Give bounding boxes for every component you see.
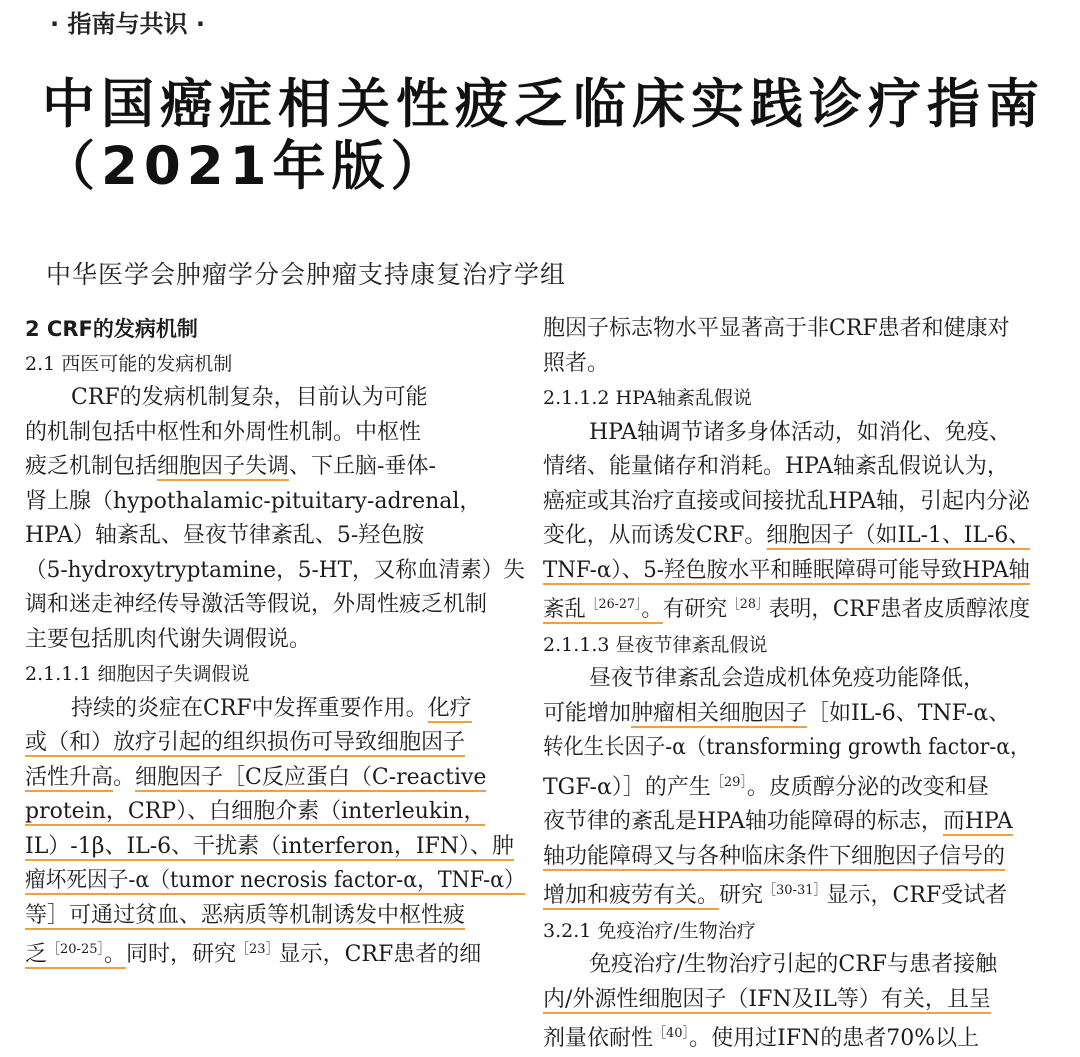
text-line <box>543 874 1030 914</box>
highlight: 细胞因子失调 <box>157 454 290 479</box>
text-run: 。 <box>641 597 663 622</box>
text-run: TGF-α）］的产生 <box>543 774 711 800</box>
highlight: 肿瘤相关细胞因子 <box>631 700 808 726</box>
highlight: TNF-α）、5-羟色胺水平和睡眠障碍可能导致HPA轴 <box>543 557 1030 583</box>
text-run: 同时，研究 <box>126 942 237 967</box>
highlight: IL）-1β、IL-6、干扰素（interferon，IFN）、肿 <box>25 833 515 859</box>
text-line <box>25 450 525 485</box>
text-line: HPA）轴紊乱、昼夜节律紊乱、5-羟色胺 <box>25 523 425 548</box>
text-run: 紊乱 <box>543 597 586 622</box>
text-line: 情绪、能量储存和消耗。HPA轴紊乱假说认为， <box>543 454 1009 479</box>
highlight: 细胞因子（如IL-1、IL-6、 <box>766 523 1031 548</box>
right-column <box>543 312 1030 1057</box>
text-line <box>543 588 1031 628</box>
text-line <box>25 830 525 865</box>
text-run: 有研究 <box>662 597 728 622</box>
highlight: 轴功能障碍又与各种临床条件下细胞因子信号的 <box>543 843 1006 869</box>
highlight <box>543 597 663 624</box>
highlight: 活性升高 <box>25 764 114 790</box>
text-line: 主要包括肌肉代谢失调假说。 <box>25 626 312 652</box>
text-line: 昼夜节律紊乱会造成机体免疫功能降低， <box>589 666 986 691</box>
section-heading: 2 CRF的发病机制 <box>25 317 198 341</box>
subsection-heading: 3.2.1 免疫治疗/生物治疗 <box>543 919 756 942</box>
text-line <box>25 795 525 830</box>
text-line: 癌症或其治疗直接或间接扰乱HPA轴，引起内分泌 <box>543 488 1030 514</box>
citation: ［28］ <box>727 597 769 612</box>
highlight: 增加和疲劳有关。 <box>543 883 720 908</box>
author-group: 中华医学会肿瘤学分会肿瘤支持康复治疗学组 <box>46 260 567 289</box>
citation: ［23］ <box>236 942 279 957</box>
text-line: （5-hydroxytryptamine，5-HT，又称血清素）失 <box>25 557 525 583</box>
highlight: 化疗 <box>427 695 472 721</box>
subsection-heading: 2.1.1.2 HPA轴紊乱假说 <box>543 387 752 409</box>
text-run: ［如IL-6、TNF-α、 <box>807 700 1011 726</box>
text-run: 显示，CRF患者的细 <box>278 942 482 967</box>
text-run: 。 <box>113 764 136 790</box>
text-line <box>543 805 1030 840</box>
text-line <box>543 1017 1030 1057</box>
text-line <box>25 726 525 761</box>
highlight: 或（和）放疗引起的组织损伤可导致细胞因子 <box>25 730 466 755</box>
text-line: CRF的发病机制复杂，目前认为可能 <box>71 385 428 410</box>
article-title <box>42 74 1072 198</box>
citation: ［29］ <box>710 774 747 790</box>
subsection-heading: 2.1.1.3 昼夜节律紊乱假说 <box>543 633 768 656</box>
text-run: 剂量依耐性 <box>543 1026 654 1051</box>
highlight: 而HPA <box>942 809 1013 834</box>
text-run: 变化，从而诱发CRF。 <box>543 523 767 548</box>
title-line-2: （2021年版） <box>42 136 450 197</box>
text-line: 照者。 <box>543 350 610 376</box>
text-run: 乏 <box>25 942 48 967</box>
text-run: 疲乏机制包括 <box>25 454 158 479</box>
text-line <box>543 697 1030 732</box>
text-line: 胞因子标志物水平显著高于非CRF患者和健康对 <box>543 316 1010 341</box>
text-line <box>543 554 1030 589</box>
text-run: 显示，CRF受试者 <box>826 883 1008 908</box>
text-run: 。 <box>104 942 127 967</box>
text-line: 免疫治疗/生物治疗引起的CRF与患者接触 <box>589 952 998 977</box>
subsection-heading: 2.1 西医可能的发病机制 <box>25 352 233 375</box>
text-line <box>25 933 525 973</box>
text-run: 。使用过IFN的患者70%以上 <box>689 1026 980 1051</box>
text-run: 。皮质醇分泌的改变和昼 <box>746 774 989 800</box>
highlight: protein，CRP）、白细胞介素（interleukin， <box>25 799 486 824</box>
text-run: 研究 <box>719 883 764 908</box>
text-line: 转化生长因子-α（transforming growth factor-α， <box>543 735 1031 760</box>
section-tag: · 指南与共识 · <box>50 10 205 38</box>
citation: ［40］ <box>653 1026 690 1041</box>
text-line <box>543 519 1031 554</box>
text-run: 表明，CRF患者皮质醇浓度 <box>768 597 1031 622</box>
title-line-1: 中国癌症相关性疲乏临床实践诊疗指南 <box>42 74 1045 135</box>
highlight: 瘤坏死因子-α（tumor necrosis factor-α，TNF-α） <box>25 868 525 893</box>
text-run: 、下丘脑-垂体- <box>289 454 436 479</box>
text-run: 持续的炎症在CRF中发挥重要作用。 <box>71 695 428 721</box>
left-column <box>25 312 525 973</box>
highlight <box>25 942 126 969</box>
text-line <box>25 692 525 727</box>
text-line <box>25 761 525 796</box>
text-line: HPA轴调节诸多身体活动，如消化、免疫、 <box>589 419 1011 445</box>
text-run: 可能增加 <box>543 700 632 726</box>
text-line: 肾上腺（hypothalamic-pituitary-adrenal， <box>25 488 482 514</box>
subsection-heading: 2.1.1.1 细胞因子失调假说 <box>25 663 250 685</box>
text-line <box>25 864 525 899</box>
citation: ［26-27］ <box>585 597 642 612</box>
citation: ［20-25］ <box>47 942 104 957</box>
text-line <box>543 983 1030 1018</box>
highlight: 细胞因子［C反应蛋白（C-reactive <box>135 764 487 790</box>
highlight: 内/外源性细胞因子（IFN及IL等）有关，且呈 <box>543 986 991 1012</box>
text-line <box>25 899 525 934</box>
text-line: 的机制包括中枢性和外周性机制。中枢性 <box>25 419 422 445</box>
highlight: 等］可通过贫血、恶病质等机制诱发中枢性疲 <box>25 902 466 928</box>
text-run: 夜节律的紊乱是HPA轴功能障碍的标志， <box>543 809 943 834</box>
text-line <box>543 840 1030 875</box>
citation: ［30-31］ <box>763 883 827 898</box>
text-line <box>543 766 1030 806</box>
text-line: 调和迷走神经传导激活等假说，外周性疲乏机制 <box>25 592 488 617</box>
